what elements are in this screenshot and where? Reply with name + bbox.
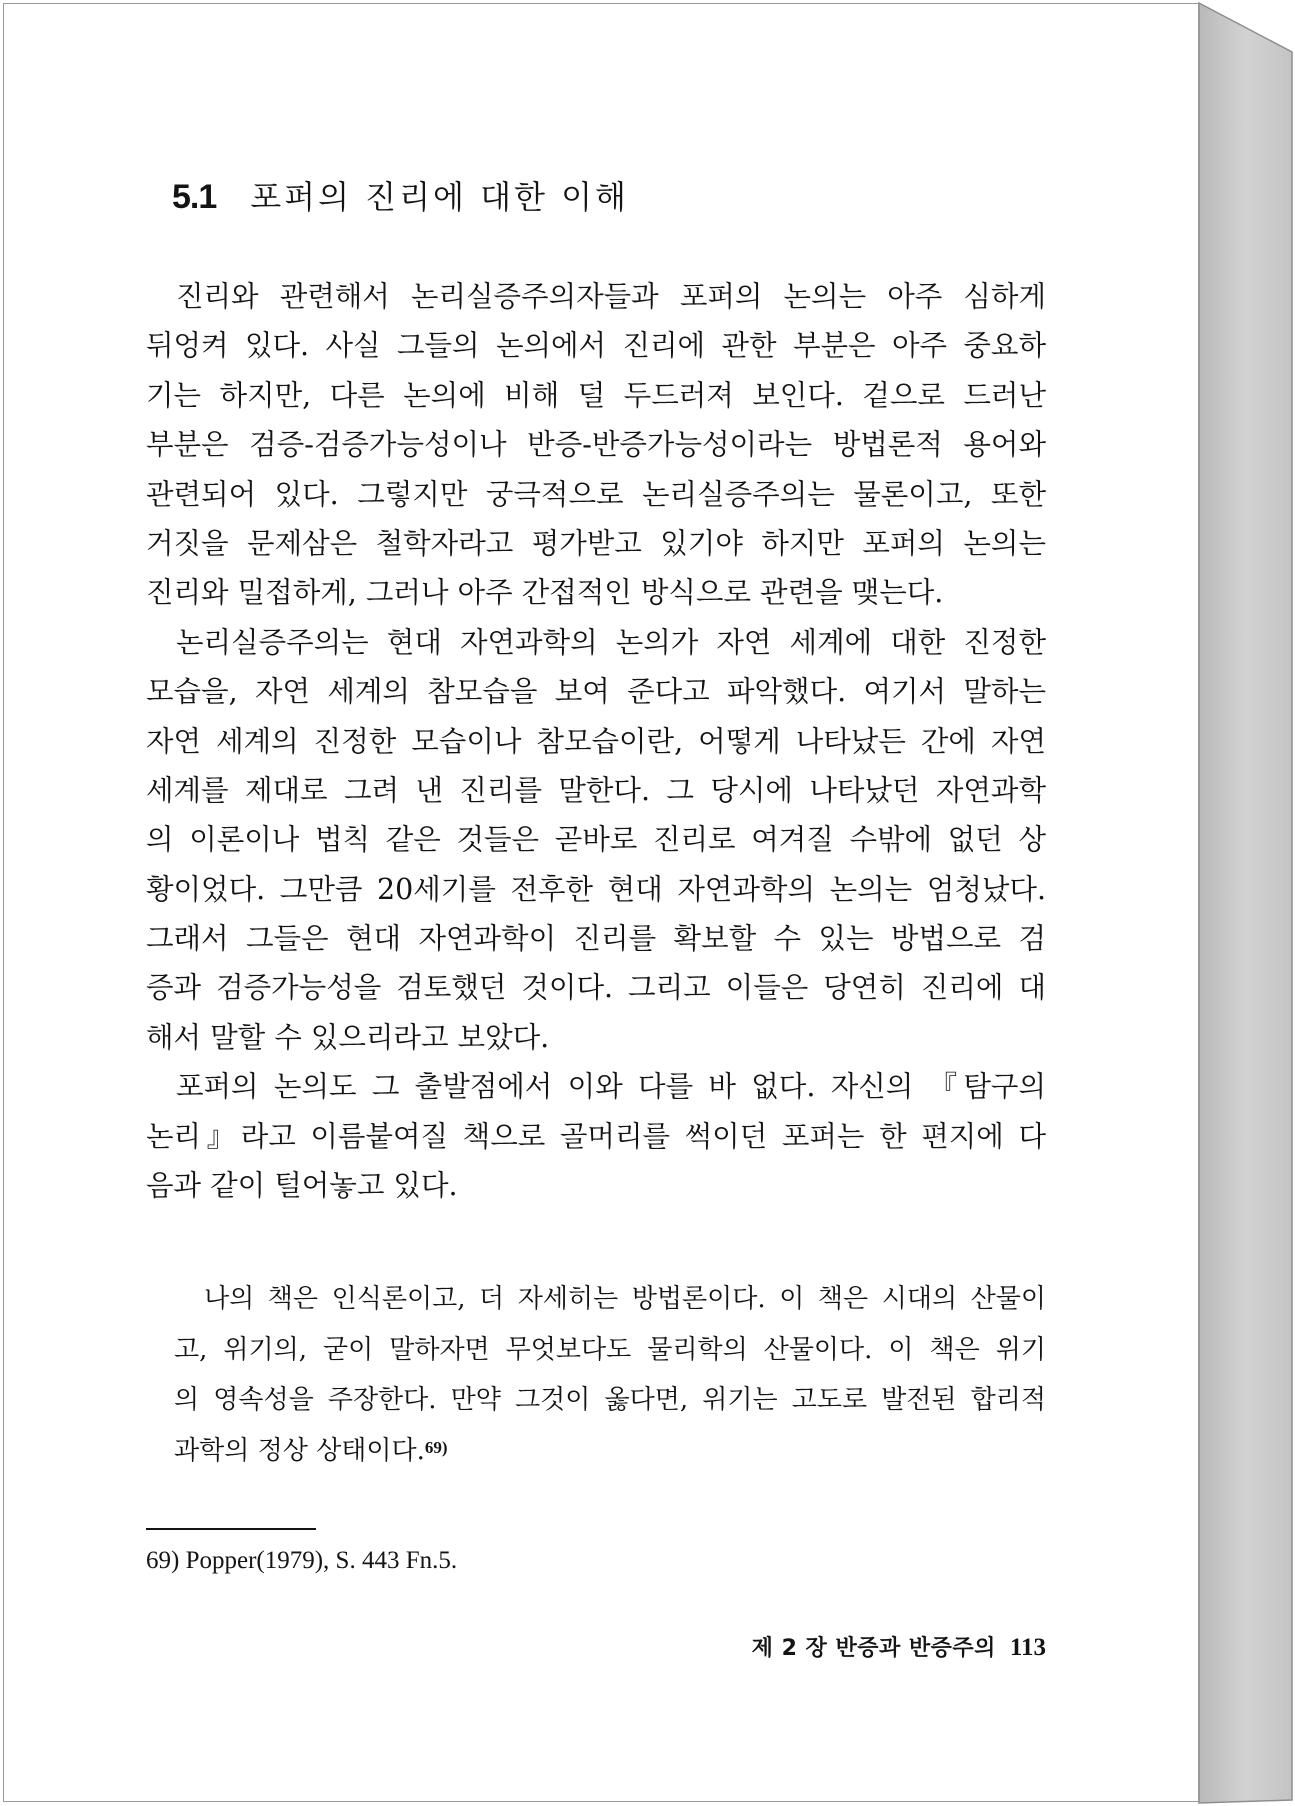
footnote-reference: 69) [424,1437,448,1457]
paragraph-line: 뒤엉켜 있다. 사실 그들의 논의에서 진리에 관한 부분은 아주 중요하 [146,329,1046,363]
paragraph-2 [146,618,1046,1063]
page-edge-shade [1199,3,1292,1803]
quote-line: 고, 위기의, 굳이 말하자면 무엇보다도 물리학의 산물이다. 이 책은 위기 [174,1334,1046,1365]
paragraph-line: 논리실증주의는 현대 자연과학의 논의가 자연 세계에 대한 진정한 [176,625,1046,659]
paragraph-line: 의 이론이나 법칙 같은 것들은 곧바로 진리로 여겨질 수밖에 없던 상 [146,823,1046,857]
running-footer [737,1631,1046,1662]
book-page [3,3,1199,1802]
paragraph-3 [146,1062,1046,1210]
paragraph-line: 음과 같이 털어놓고 있다. [146,1169,458,1203]
paragraph-line: 해서 말할 수 있으리라고 보았다. [146,1020,550,1054]
paragraph-line: 관련되어 있다. 그렇지만 궁극적으로 논리실증주의는 물론이고, 또한 [146,477,1046,511]
paragraph-line: 거짓을 문제삼은 철학자라고 평가받고 있기야 하지만 포퍼의 논의는 [146,526,1046,560]
section-title: 포퍼의 진리에 대한 이해 [250,178,629,216]
paragraph-line: 황이었다. 그만큼 20세기를 전후한 현대 자연과학의 논의는 엄청났다. [146,872,1046,906]
quote-line: 나의 책은 인식론이고, 더 자세히는 방법론이다. 이 책은 시대의 산물이 [204,1284,1046,1314]
paragraph-line: 모습을, 자연 세계의 참모습을 보여 준다고 파악했다. 여기서 말하는 [146,675,1046,709]
body-text [146,272,1046,1210]
quote-line [174,1426,1046,1477]
section-heading [172,180,629,214]
paragraph-line: 부분은 검증-검증가능성이나 반증-반증가능성이라는 방법론적 용어와 [146,428,1046,462]
paragraph-line: 증과 검증가능성을 검토했던 것이다. 그리고 이들은 당연히 진리에 대 [146,971,1046,1005]
paragraph-1 [146,272,1046,618]
page-number: 113 [1009,1634,1046,1661]
paragraph-line: 세계를 제대로 그려 낸 진리를 말한다. 그 당시에 나타났던 자연과학 [146,773,1046,807]
chapter-title: 제 2 장 반증과 반증주의 [751,1636,996,1661]
paragraph-line: 자연 세계의 진정한 모습이나 참모습이란, 어떻게 나타났든 간에 자연 [146,724,1046,758]
quote-line: 의 영속성을 주장한다. 만약 그것이 옳다면, 위기는 고도로 발전된 합리적 [174,1385,1046,1415]
footnote-divider [146,1528,316,1530]
paragraph-line: 포퍼의 논의도 그 출발점에서 이와 다를 바 없다. 자신의 『탐구의 [176,1070,1046,1104]
paragraph-line: 그래서 그들은 현대 자연과학이 진리를 확보할 수 있는 방법으로 검 [146,922,1046,956]
quote-line-text: 과학의 정상 상태이다. [174,1435,425,1466]
paragraph-line: 기는 하지만, 다른 논의에 비해 덜 두드러져 보인다. 겉으로 드러난 [146,378,1046,412]
paragraph-line: 진리와 밀접하게, 그러나 아주 간접적인 방식으로 관련을 맺는다. [146,576,944,610]
section-number: 5.1 [172,178,217,216]
block-quote [174,1274,1046,1476]
footnote: 69) Popper(1979), S. 443 Fn.5. [146,1547,458,1574]
paragraph-line: 논리』라고 이름붙여질 책으로 골머리를 썩이던 포퍼는 한 편지에 다 [146,1119,1046,1153]
paragraph-line: 진리와 관련해서 논리실증주의자들과 포퍼의 논의는 아주 심하게 [176,280,1046,313]
